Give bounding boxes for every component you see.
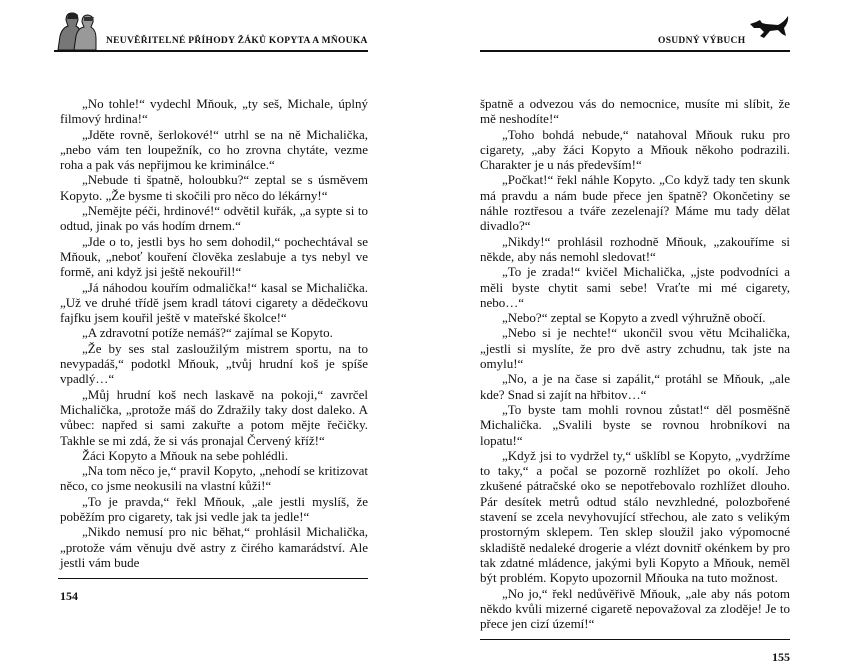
running-dog-icon: [748, 14, 792, 44]
header-rule: [480, 50, 790, 52]
page-body: [480, 96, 790, 631]
paragraph: „Nebude ti špatně, holoubku?“ zeptal se s úsměvem Kopyto. „Že bysme ti skočili pro něco do lékárny!“: [60, 172, 368, 203]
paragraph: Žáci Kopyto a Mňouk na sebe pohlédli.: [82, 447, 289, 463]
running-head: OSUDNÝ VÝBUCH: [658, 36, 746, 46]
paragraph: „Jděte rovně, šerlokové!“ utrhl se na ně Michalička, „nebo vám ten loupežník, co ho zrovna chytáte, vezme roha a pak vás nepřijmou ke kriminálce.“: [60, 126, 368, 173]
paragraph: „Můj hrudní koš nech laskavě na pokoji,“ zavrčel Michalička, „protože máš do Zdražily taky dost daleko. A vůbec: napřed si sami zakuřte a potom mějte řečičky. Takhle se mi zdá, že si vás pronajal Červený kříž!“: [60, 386, 368, 448]
page-header: [480, 0, 790, 52]
paragraph: „To je zrada!“ kvičel Michalička, „jste podvodníci a měli byste chytit sami sebe! Vraťte mi mé cigarety, nebo…“: [480, 264, 790, 310]
paragraph: špatně a odvezou vás do nemocnice, musíte mi slíbit, že mě neshodíte!“: [480, 96, 790, 127]
running-head: NEUVĚŘITELNÉ PŘÍHODY ŽÁKŮ KOPYTA A MŇOUKA: [106, 36, 368, 46]
paragraph: „To je pravda,“ řekl Mňouk, „ale jestli myslíš, že poběžím pro cigarety, tak jsi vedle jak ta jedle!“: [60, 493, 368, 525]
paragraph: „No jo,“ řekl nedůvěřivě Mňouk, „ale aby nás potom někdo kvůli mizerné cigaretě nepovažoval za zloděje! Je to přece jen cizí území!“: [480, 585, 790, 632]
paragraph: „Že by ses stal zasloužilým mistrem sportu, na to nevypadáš,“ podotkl Mňouk, „tvůj hrudní koš je spíše vpadlý…“: [60, 340, 368, 387]
paragraph: „No tohle!“ vydechl Mňouk, „ty seš, Michale, úplný filmový hrdina!“: [60, 96, 368, 127]
right-page: [480, 0, 790, 664]
paragraph: „No, a je na čase si zapálit,“ protáhl se Mňouk, „ale kde? Snad si zajít na hřbitov…“: [480, 371, 790, 402]
page-number: 154: [60, 589, 78, 604]
boys-illustration-icon: [54, 10, 98, 50]
page-header: [54, 0, 368, 52]
paragraph: „Nebo?“ zeptal se Kopyto a zvedl výhružně obočí.: [502, 310, 766, 326]
paragraph: „Nebo si je nechte!“ ukončil svou větu Mcihalička, „jestli si myslíte, že pro dvě astry zchudnu, tak jste na omylu!“: [480, 325, 790, 372]
paragraph: „Já náhodou kouřím odmalička!“ kasal se Michalička. „Už ve druhé třídě jsem kradl tátovi cigarety a dědečkovu fajfku jsem kouřil ještě v mateřské školce!“: [60, 279, 368, 326]
footer-rule: [480, 639, 790, 640]
page-number: 155: [772, 650, 790, 664]
paragraph: „Na tom něco je,“ pravil Kopyto, „nehodí se kritizovat něco, co jsme neokusili na vlastní kůži!“: [60, 463, 368, 494]
page-body: [60, 96, 368, 570]
header-rule: [54, 50, 368, 52]
paragraph: „Nikdy!“ prohlásil rozhodně Mňouk, „zakouříme si někde, aby nás nemohl sledovat!“: [480, 233, 790, 264]
paragraph: „A zdravotní potíže nemáš?“ zajímal se Kopyto.: [82, 325, 333, 341]
footer-rule: [58, 578, 368, 579]
paragraph: „To byste tam mohli rovnou zůstat!“ děl posměšně Michalička. „Svalili byste se rovnou hrobníkovi na lopatu!“: [480, 401, 790, 448]
paragraph: „Toho bohdá nebude,“ natahoval Mňouk ruku pro cigarety, „aby žáci Kopyto a Mňouk někoho podrazili. Charakter je u nás především!“: [480, 126, 790, 173]
paragraph: „Když jsi to vydržel ty,“ ušklíbl se Kopyto, „vydržíme to taky,“ a počal se pozorně rozhlížet po okolí. Jeho zkušené pátračské oko se nepotřebovalo rozhlížet dlouho. Pár desítek metrů odtud stálo nevzhledné, polozbořené stavení se zcela nevyhovující střechou, ale zato s velikým prostorným sklepem. Ten sklep sloužil jako výpomocné skladiště nedaleké drogerie a vlézt dovnitř okénkem by pro tak zdatné mládence, jakými byli Kopyto a Mňouk, neměl být problém. Kopyto upozornil Mňouka na tuto možnost.: [480, 447, 790, 586]
paragraph: „Nemějte péči, hrdinové!“ odvětil kuřák, „a sypte si to odtud, jinak po vás hodím drnem.“: [60, 203, 368, 234]
paragraph: „Jde o to, jestli bys ho sem dohodil,“ pochechtával se Mňouk, „neboť kouření člověka zeslabuje a tys nebyl ve formě, ani když jsi ještě nekouřil!“: [60, 233, 368, 280]
paragraph: „Nikdo nemusí pro nic běhat,“ prohlásil Michalička, „protože vám věnuju dvě astry z čirého kamarádství. Ale jestli vám bude: [60, 524, 368, 570]
left-page: [54, 0, 368, 603]
paragraph: „Počkat!“ řekl náhle Kopyto. „Co když tady ten skunk má pravdu a nám bude přece jen špatně? Okončetiny se náhle roztřesou a tváře zezelenají? Máme mu tady dělat divadlo?“: [480, 172, 790, 234]
